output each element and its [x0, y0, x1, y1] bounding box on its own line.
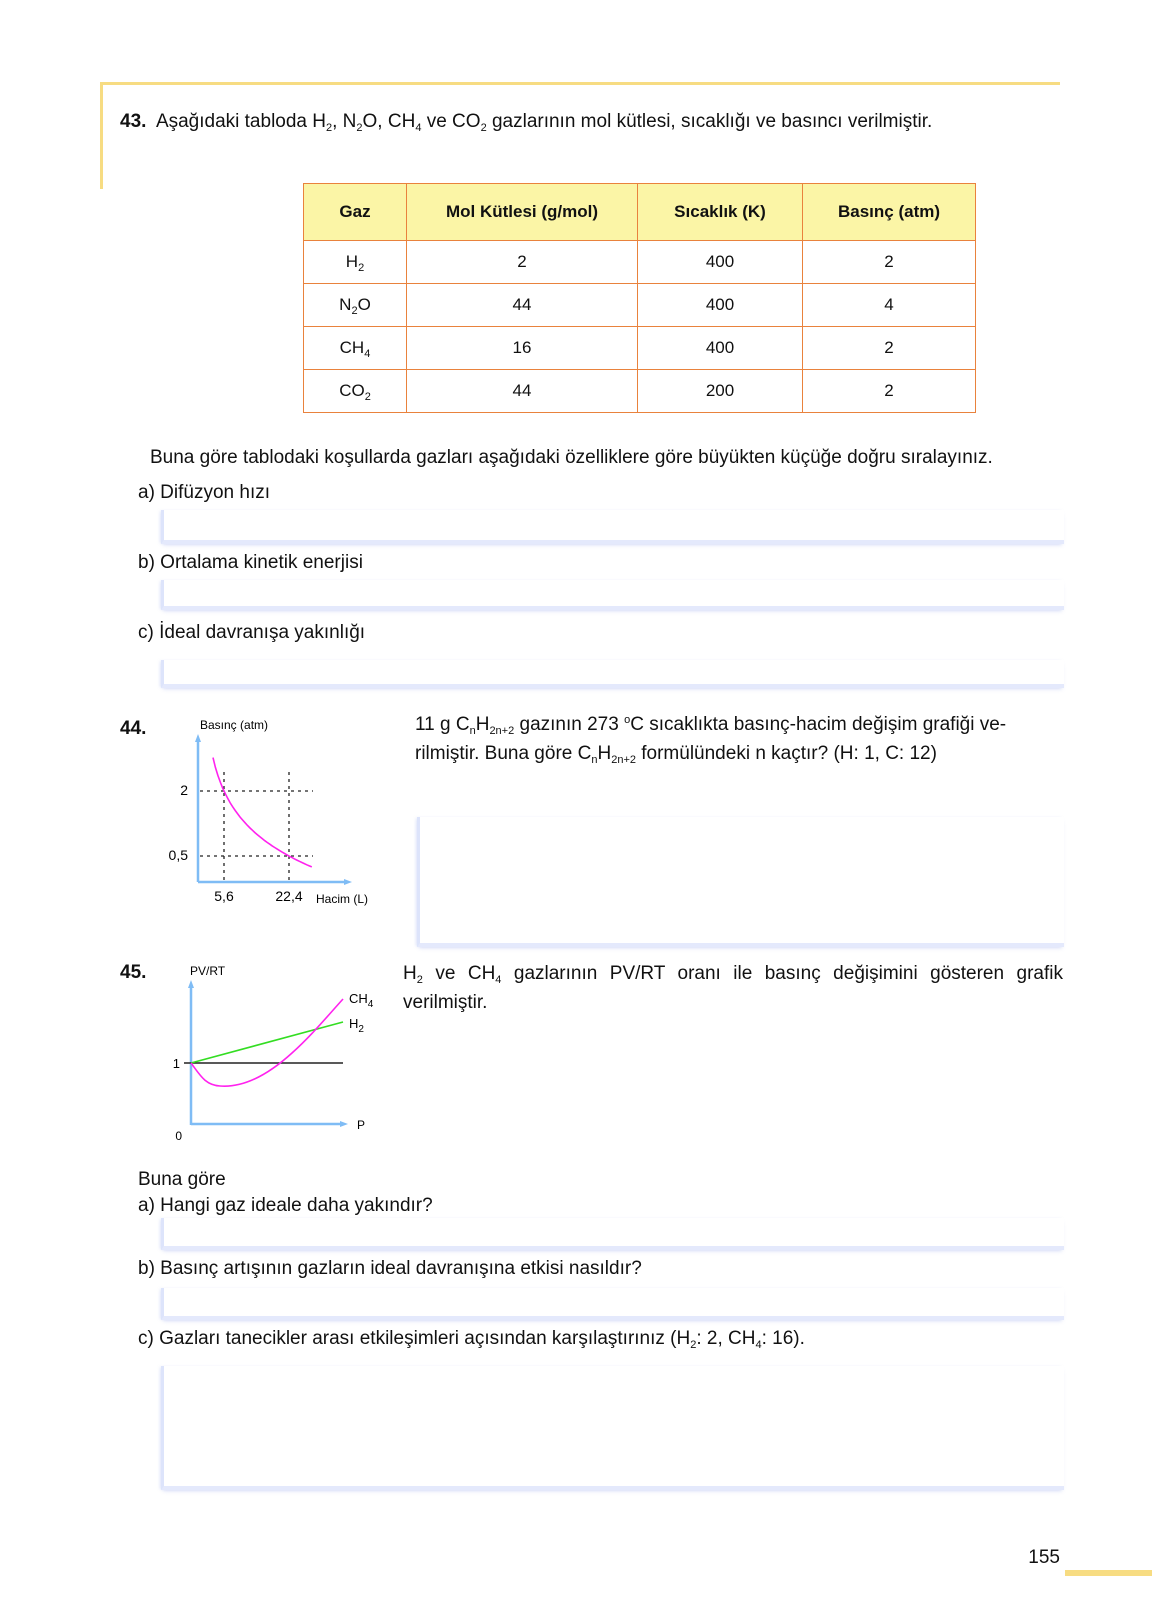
q43-intro — [120, 108, 932, 136]
x-tick-22-4: 22,4 — [275, 888, 303, 904]
page-number: 155 — [1028, 1547, 1060, 1568]
cell-gas — [304, 241, 407, 284]
question-number: 45. — [120, 962, 147, 983]
q45-text-line1 — [403, 960, 1063, 988]
text: gazının 273 — [514, 714, 625, 735]
text: ve CH — [422, 963, 496, 984]
header-temperature: Sıcaklık (K) — [638, 184, 803, 241]
frame-top-border — [100, 82, 1060, 85]
q44-text-line1 — [415, 711, 1006, 739]
cell-temperature: 400 — [638, 284, 803, 327]
sub: 4 — [367, 999, 374, 1010]
sub: n — [591, 754, 598, 766]
cell-pressure: 2 — [803, 241, 976, 284]
legend-ch4 — [349, 991, 374, 1010]
text: : 16). — [761, 1328, 805, 1349]
text: , N — [332, 111, 357, 132]
question-number: 43. — [120, 111, 147, 132]
cell-gas — [304, 327, 407, 370]
table-row — [304, 241, 976, 284]
y-tick-1: 1 — [172, 1056, 180, 1071]
sub: 2 — [358, 262, 365, 274]
cell-temperature: 400 — [638, 327, 803, 370]
cell-molar-mass: 16 — [407, 327, 638, 370]
y-tick-0-5: 0,5 — [168, 847, 188, 863]
text: 11 g C — [415, 714, 470, 735]
q44-pv-chart — [160, 712, 390, 912]
q43-part-c: c) İdeal davranışa yakınlığı — [138, 622, 366, 643]
q45-part-c — [138, 1325, 805, 1353]
page-number-rule — [1065, 1570, 1152, 1576]
cell-molar-mass: 2 — [407, 241, 638, 284]
q45-pvrt-chart — [160, 955, 390, 1140]
table-row — [304, 327, 976, 370]
y-axis-arrow-icon — [195, 734, 201, 742]
table-row — [304, 370, 976, 413]
pv-curve — [213, 758, 312, 867]
cell-gas — [304, 370, 407, 413]
sub: 2 — [416, 974, 423, 986]
table-row — [304, 284, 976, 327]
sub: 2 — [480, 122, 487, 134]
q45-part-a: a) Hangi gaz ideale daha yakındır? — [138, 1195, 433, 1216]
text: H — [345, 252, 359, 271]
text: gazlarının PV/RT oranı ile basınç değişimini gösteren grafik — [501, 963, 1063, 984]
text: H — [475, 714, 490, 735]
q43-part-b: b) Ortalama kinetik enerjisi — [138, 552, 363, 573]
text: formülündeki n kaçtır? (H: 1, C: 12) — [635, 743, 937, 764]
sub: 4 — [415, 122, 422, 134]
q45-part-b: b) Basınç artışının gazların ideal davranışına etkisi nasıldır? — [138, 1258, 642, 1279]
x-axis-label: P — [357, 1118, 366, 1132]
q45-lead: Buna göre — [138, 1169, 226, 1190]
sub: 2 — [690, 1339, 697, 1351]
answer-box-q43b[interactable] — [161, 580, 1064, 610]
text: CH — [349, 991, 368, 1006]
answer-box-q43c[interactable] — [161, 660, 1064, 688]
text: rilmiştir. Buna göre C — [415, 743, 592, 764]
q45-text-line2: verilmiştir. — [403, 992, 488, 1013]
y-axis-arrow-icon — [188, 980, 194, 988]
sub: 2 — [358, 1024, 364, 1035]
header-pressure: Basınç (atm) — [803, 184, 976, 241]
x-tick-5-6: 5,6 — [214, 888, 234, 904]
cell-temperature: 400 — [638, 241, 803, 284]
answer-box-q45b[interactable] — [161, 1288, 1064, 1320]
x-axis-label: Hacim (L) — [316, 892, 369, 906]
table-header-row — [304, 184, 976, 241]
text: ve CO — [421, 111, 481, 132]
gas-table — [303, 183, 976, 413]
answer-box-q43a[interactable] — [161, 510, 1064, 544]
header-gas: Gaz — [304, 184, 407, 241]
sub: 2n+2 — [489, 725, 515, 737]
cell-temperature: 200 — [638, 370, 803, 413]
text: O, CH — [362, 111, 416, 132]
sub: 2 — [326, 122, 333, 134]
q43-prompt: Buna göre tablodaki koşullarda gazları aşağıdaki özelliklere göre büyükten küçüğe doğru sıralayınız. — [150, 447, 993, 468]
text: C sıcaklıkta basınç-hacim değişim grafiği ve- — [630, 714, 1007, 735]
origin-label: 0 — [175, 1129, 182, 1140]
text: O — [357, 295, 371, 314]
answer-box-q44[interactable] — [417, 817, 1064, 947]
text: H — [403, 963, 417, 984]
header-molar-mass: Mol Kütlesi (g/mol) — [407, 184, 638, 241]
sub: 2 — [364, 391, 371, 403]
q43-part-a: a) Difüzyon hızı — [138, 482, 270, 503]
text: c) Gazları tanecikler arası etkileşimleri açısından karşılaştırınız (H — [138, 1328, 691, 1349]
text: CO — [339, 381, 365, 400]
y-axis-label: PV/RT — [190, 964, 226, 978]
text: gazlarının mol kütlesi, sıcaklığı ve basıncı verilmiştir. — [486, 111, 933, 132]
cell-molar-mass: 44 — [407, 284, 638, 327]
y-tick-2: 2 — [180, 782, 188, 798]
sub: 4 — [364, 348, 371, 360]
sub: 2n+2 — [611, 754, 636, 766]
x-axis-arrow-icon — [340, 1121, 348, 1127]
cell-gas — [304, 284, 407, 327]
text: Aşağıdaki tabloda H — [155, 111, 326, 132]
sub: 2 — [351, 305, 358, 317]
text: CH — [339, 338, 365, 357]
cell-pressure: 2 — [803, 370, 976, 413]
text: N — [339, 295, 352, 314]
frame-left-border — [100, 82, 103, 189]
x-axis-arrow-icon — [344, 879, 352, 885]
text: : 2, CH — [696, 1328, 756, 1349]
text: H — [597, 743, 612, 764]
sub: 2 — [356, 122, 363, 134]
sup: o — [624, 714, 631, 726]
question-number: 44. — [120, 718, 147, 739]
sub: 4 — [755, 1339, 762, 1351]
answer-box-q45c[interactable] — [161, 1366, 1064, 1490]
text: H — [349, 1016, 359, 1031]
sub: 4 — [495, 974, 502, 986]
sub: n — [469, 725, 476, 737]
h2-line — [191, 1022, 343, 1063]
cell-pressure: 2 — [803, 327, 976, 370]
answer-box-q45a[interactable] — [161, 1218, 1064, 1250]
legend-h2 — [349, 1016, 364, 1035]
y-axis-label: Basınç (atm) — [200, 718, 269, 732]
cell-molar-mass: 44 — [407, 370, 638, 413]
q44-text-line2 — [415, 740, 937, 768]
cell-pressure: 4 — [803, 284, 976, 327]
